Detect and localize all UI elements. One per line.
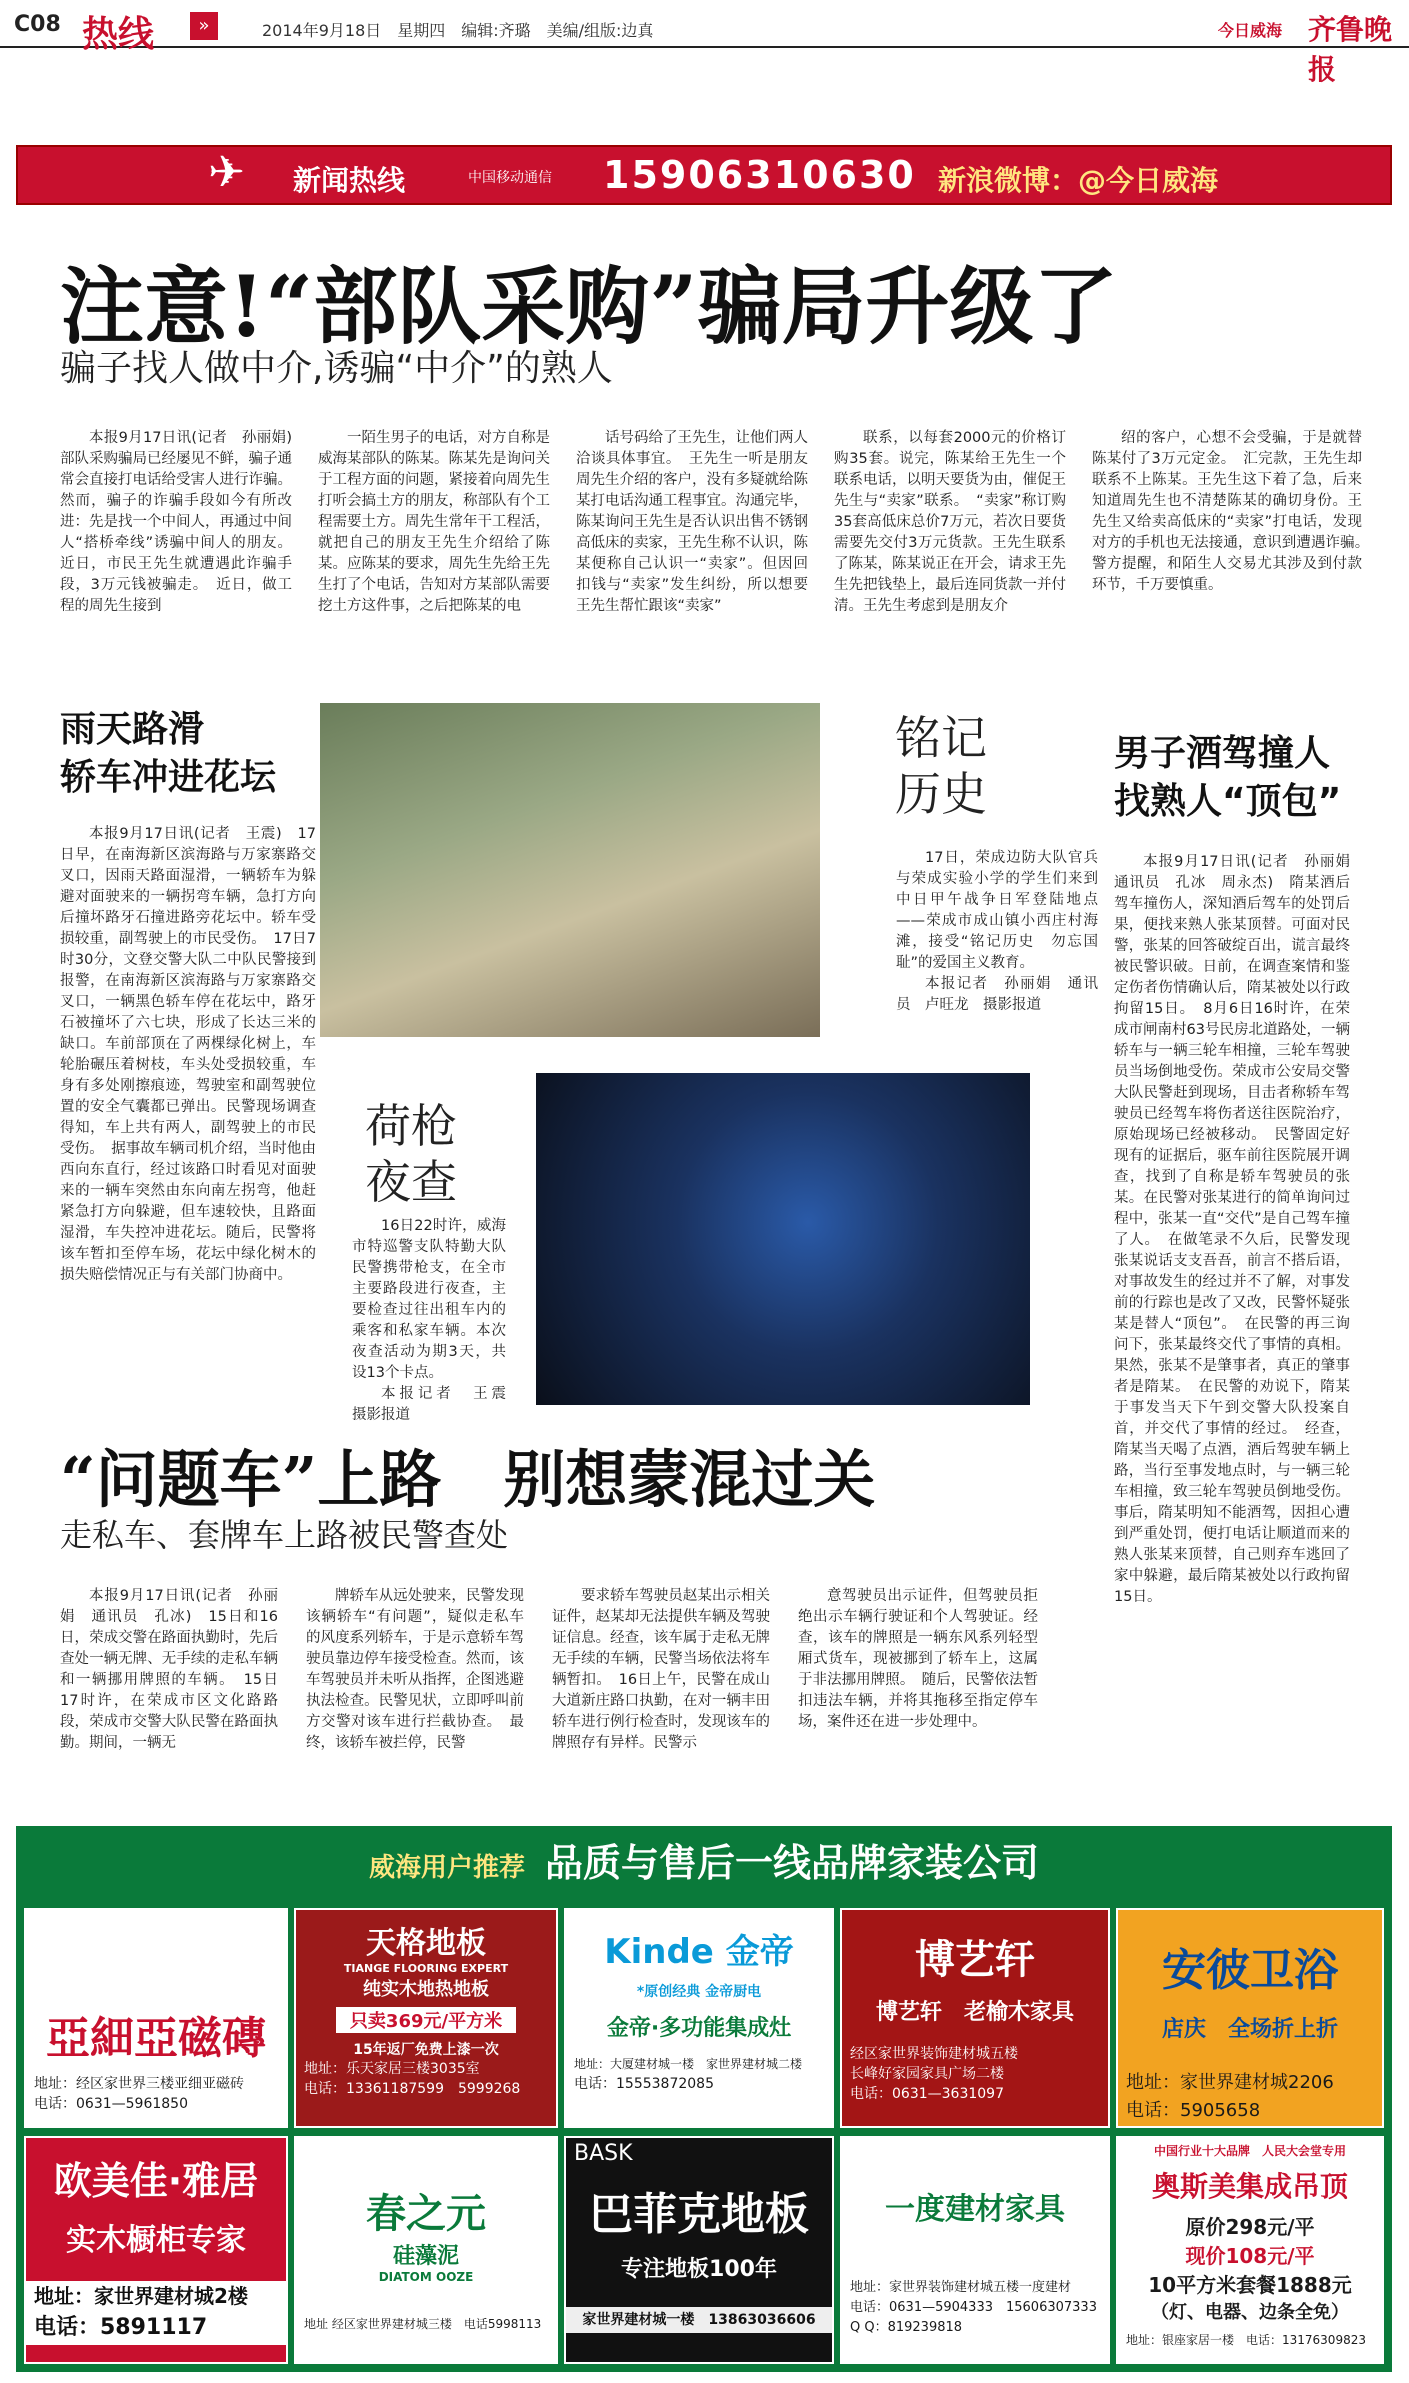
- ad-chunzhiyuan: 春之元 硅藻泥 DIATOM OOZE 地址 经区家世界建材城三楼 电话5998113: [294, 2136, 558, 2364]
- story2-body: 本报9月17日讯(记者 孙丽娟 通讯员 孔冰 周永杰) 隋某酒后驾车撞伤人，深知酒后驾车的处罚后果，便找来熟人张某顶替。可面对民警，张某的回答破绽百出，谎言最终被民警识破。日前，在调查案情和鉴定伤者伤情确认后，隋某被处以行政拘留15日。 8月6日16时许，在荣成市闸南村63号民房北道路处，一辆轿车与一辆三轮车相撞，三轮车驾驶员当场倒地受伤。荣成市公安局交警大队民警赶到现场，目击者称轿车驾驶员已经驾车将伤者送往医院治疗，原始现场已经被移动。 民警固定好现有的证据后，驱车前往医院展开调查，找到了自称是轿车驾驶员的张某。在民警对张某进行的简单询问过程中，张某一直“交代”是自己驾车撞了人。 在做笔录不久后，民警发现张某说话支支吾吾，前言不搭后语，对事故发生的经过并不了解，对事发前的行踪也是改了又改，民警怀疑张某是替人“顶包”。 在民警的再三询问下，张某最终交代了事情的真相。果然，张某不是肇事者，真正的肇事者是隋某。 在民警的劝说下，隋某于事发当天下午到交警大队投案自首，并交代了事情的经过。 经查，隋某当天喝了点酒，酒后驾驶车辆上路，当行至事发地点时，与一辆三轮车相撞，致三轮车驾驶员倒地受伤。事后，隋某明知不能酒驾，因担心遭到严重处罚，便打电话让顺道而来的熟人张某来顶替，自己则弃车逃回了家中躲避，最后隋某被处以行政拘留15日。: [1114, 854, 1365, 1605]
- ad-tiange: 天格地板 TIANGE FLOORING EXPERT 纯实木地热地板 只卖369元/平方米 15年返厂免费上漆一次 地址：乐天家居三楼3035室 电话：13361187599 5999268: [294, 1908, 558, 2128]
- lead-col-3: 话号码给了王先生，让他们两人洽谈具体事宜。 王先生一听是朋友周先生介绍的客户，没有多疑就给陈某打电话沟通工程事宜。沟通完毕，陈某询问王先生是否认识出售不锈钢高低床的卖家，王先生称不认识，陈某便称自己认识一“卖家”。但因回扣钱与“卖家”发生纠纷，所以想要王先生帮忙跟该“卖家”: [576, 430, 808, 614]
- story2-title: 男子酒驾撞人 找熟人“顶包”: [1114, 733, 1342, 822]
- bird-icon: ✈: [208, 147, 245, 198]
- section-name: 热线: [82, 14, 155, 55]
- photo-soldiers-students: [320, 703, 820, 1037]
- ad-oumeijia: 欧美佳·雅居 实木橱柜专家 地址：家世界建材城2楼 电话：5891117: [24, 2136, 288, 2364]
- issue-meta: 2014年9月18日 星期四 编辑:齐璐 美编/组版:边真: [262, 21, 654, 40]
- lead-col-5: 绍的客户，心想不会受骗，于是就替陈某付了3万元定金。 汇完款，王先生却联系不上陈某。王先生这下着了急，后来知道周先生也不清楚陈某的确切身份。王先生又给卖高低床的“卖家”打电话，发现对方的手机也无法接通，意识到遭遇诈骗。 警方提醒，和陌生人交易尤其涉及到付款环节，千万要慎重。: [1092, 430, 1377, 593]
- region-label: 今日威海: [1218, 21, 1283, 40]
- photo2-label: 荷枪 夜查: [365, 1099, 457, 1209]
- photo1-caption: 17日，荣成边防大队官兵与荣成实验小学的学生们来到中日甲午战争日军登陆地点——荣成市成山镇小西庄村海滩，接受“铭记历史 勿忘国耻”的爱国主义教育。 本报记者 孙丽娟 通讯员 卢旺龙 摄影报道: [896, 850, 1098, 1013]
- chevron-right-icon: »: [190, 12, 218, 40]
- carrier-label: 中国移动通信: [468, 170, 552, 186]
- story3-headline: “问题车”上路 别想蒙混过关: [60, 1443, 876, 1516]
- story1-body: 本报9月17日讯(记者 王震) 17日早，在南海新区滨海路与万家寨路交叉口，因雨天路面湿滑，一辆轿车为躲避对面驶来的一辆拐弯车辆，急打方向后撞坏路牙石撞进路旁花坛中。轿车受损较重，副驾驶上的市民受伤。 17日7时30分，文登交警大队二中队民警接到报警，在南海新区滨海路与万家寨路交叉口，一辆黑色轿车停在花坛中，路牙石被撞坏了六七块，形成了长达三米的缺口。车前部顶在了两棵绿化树上，车轮胎碾压着树枝，车头处受损较重，车身有多处刚擦痕迹，驾驶室和副驾驶位置的安全气囊都已弹出。民警现场调查得知，车上共有两人，副驾驶上的市民受伤。 据事故车辆司机介绍，当时他由西向东直行，经过该路口时看见对面驶来的一辆车突然由东向南左拐弯，他赶紧急打方向躲避，但车速较快，且路面湿滑，车失控冲进花坛。随后，民警将该车暂扣至停车场，花坛中绿化树木的损失赔偿情况正与有关部门协商中。: [60, 826, 316, 1283]
- ad-boyixuan: 博艺轩 博艺轩 老榆木家具 经区家世界装饰建材城五楼 长峰好家园家具广场二楼 电话：0631—3631097: [840, 1908, 1110, 2128]
- photo1-label: 铭记 历史: [895, 711, 987, 821]
- ad-anbi: 安彼卫浴 店庆 全场折上折 地址：家世界建材城2206 电话：5905658: [1116, 1908, 1384, 2128]
- lead-subheadline: 骗子找人做中介,诱骗“中介”的熟人: [60, 348, 613, 389]
- ad-kinde: Kinde 金帝 *原创经典 金帝厨电 金帝·多功能集成灶 地址：大厦建材城一楼 家世界建材城二楼 电话：15553872085: [564, 1908, 834, 2128]
- page-header: [0, 0, 1409, 86]
- lead-col-2: 一陌生男子的电话，对方自称是威海某部队的陈某。陈某先是询问关于工程方面的问题，紧接着向周先生打听会搞土方的朋友，称部队有个工程需要土方。周先生常年干工程活，就把自己的朋友王先生介绍给了陈某。应陈某的要求，周先生先给王先生打了个电话，告知对方某部队需要挖土方这件事，之后把陈某的电: [318, 430, 550, 614]
- ad-aosimei: 中国行业十大品牌 人民大会堂专用 奥斯美集成吊顶 原价298元/平 现价108元/平 10平方米套餐1888元 （灯、电器、边条全免） 地址：银座家居一楼 电话：13176309823: [1116, 2136, 1384, 2364]
- news-hotline-bar: [16, 145, 1392, 205]
- story1-title: 雨天路滑 轿车冲进花坛: [60, 709, 277, 798]
- photo2-caption: 16日22时许，威海市特巡警支队特勤大队民警携带枪支，在全市主要路段进行夜查，主要检查过往出租车内的乘客和私家车辆。本次夜查活动为期3天，共设13个卡点。 本报记者 王震 摄影报道: [352, 1218, 521, 1423]
- story3-col-1: 本报9月17日讯(记者 孙丽娟 通讯员 孔冰) 15日和16日，荣成交警在路面执勤时，先后查处一辆无牌、无手续的走私车辆和一辆挪用牌照的车辆。 15日17时许，在荣成市区文化路路段，荣成市交警大队民警在路面执勤。期间，一辆无: [60, 1588, 278, 1751]
- lead-col-1: 本报9月17日讯(记者 孙丽娟) 部队采购骗局已经屡见不鲜，骗子通常会直接打电话给受害人进行诈骗。然而，骗子的诈骗手段如今有所改进：先是找一个中间人，再通过中间人“搭桥牵线”诱骗中间人的朋友。近日，市民王先生就遭遇此诈骗手段，3万元钱被骗走。 近日，做工程的周先生接到: [60, 430, 307, 614]
- story3-col-2: 牌轿车从远处驶来，民警发现该辆轿车“有问题”，疑似走私车的风度系列轿车，于是示意轿车驾驶员靠边停车接受检查。然而，该车驾驶员并未听从指挥，企图逃避执法检查。民警见状，立即呼叫前方交警对该车进行拦截协查。 最终，该轿车被拦停，民警: [306, 1588, 524, 1751]
- story3-col-4: 意驾驶员出示证件，但驾驶员拒绝出示车辆行驶证和个人驾驶证。经查，该车的牌照是一辆东风系列轻型厢式货车，现被挪到了轿车上，这属于非法挪用牌照。 随后，民警依法暂扣违法车辆，并将其拖移至指定停车场，案件还在进一步处理中。: [798, 1588, 1038, 1730]
- ad-banner: 威海用户推荐 品质与售后一线品牌家装公司: [368, 1841, 1040, 1885]
- page-number: C08: [14, 12, 61, 37]
- lead-headline: 注意!“部队采购”骗局升级了: [60, 257, 1118, 356]
- weibo-label: 新浪微博：@今日威海: [938, 164, 1219, 197]
- ad-yidu: 一度建材家具 地址：家世界装饰建材城五楼一度建材 电话：0631—5904333 15606307333 Q Q：819239818: [840, 2136, 1110, 2364]
- story3-col-3: 要求轿车驾驶员赵某出示相关证件，赵某却无法提供车辆及驾驶证信息。经查，该车属于走私无牌无手续的车辆，民警当场依法将车辆暂扣。 16日上午，民警在成山大道新庄路口执勤，在对一辆丰田轿车进行例行检查时，发现该车的牌照存有异样。民警示: [552, 1588, 770, 1751]
- hotline-phone: 15906310630: [603, 153, 916, 197]
- hotline-label: 新闻热线: [293, 164, 406, 197]
- ad-yaxiya: 亞細亞磁磚 地址：经区家世界三楼亚细亚磁砖 电话：0631—5961850: [24, 1908, 288, 2128]
- lead-col-4: 联系，以每套2000元的价格订购35套。说完，陈某给王先生一个联系电话，以明天要货为由，催促王先生与“卖家”联系。 “卖家”称订购35套高低床总价7万元，若次日要货需要先交付3万元货款。王先生联系了陈某，陈某说正在开会，请求王先生先把钱垫上，最后连同货款一并付清。王先生考虑到是朋友介: [834, 430, 1066, 614]
- story3-subheadline: 走私车、套牌车上路被民警查处: [60, 1516, 509, 1554]
- photo-night-inspection: [536, 1073, 1030, 1405]
- newspaper-logo: 齐鲁晚报: [1308, 13, 1393, 86]
- ad-bafeike: BASK 巴菲克地板 专注地板100年 家世界建材城一楼 13863036606: [564, 2136, 834, 2364]
